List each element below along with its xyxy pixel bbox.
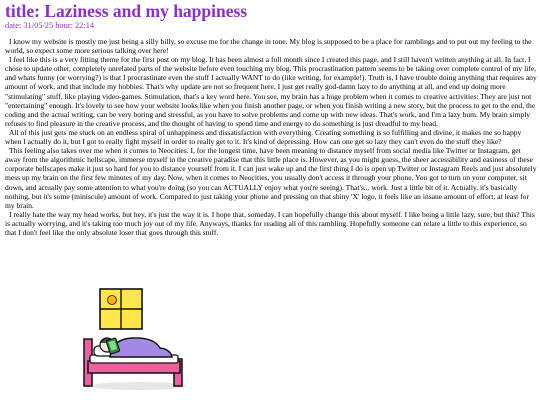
post-paragraph: I feel like this is a very fitting theme for the first post on my blog. It has been almost a full month since I created this page, and I still haven't written anything at all. In fact, I chose to update other, completely unrelated parts of the website before even touching my blog. This procrastination pattern seems to be taking over complete control of my life, and whats funny (or worrying?) is that I procrastinate even the stuff I actually WANT to do (like writing, for example!). Truth is, I have trouble doing anything that requires any amount of work, and that include my hobbies. That's why update are not so frequent here, I just get really god-damn lazy to do anything at all, and end up doing more "stimulating" stuff, like playing video-games. Stimulation, that's a key word here. You see, my brain has a huge problem when it comes to creative activities: They are just not "entertaining" enough. It's lovely to see how your website looks like when you finish another page, or when you finish writing a new story, but the process to get to the end, the coding and the actual writing, can be very boring and stressful, as you have to solve problems and come up with new ideas. That's work, and I'm a lazy bum. My brain simply refuses to find pleasure in the creative process, and the thought of having to spend time and energy to do something is just dreadful to my head. — [5, 55, 537, 128]
window-icon — [100, 289, 142, 329]
post-body — [5, 37, 537, 237]
blog-post — [5, 2, 537, 237]
lazy-in-bed-illustration — [78, 285, 188, 397]
post-title: title: Laziness and my happiness — [5, 1, 248, 21]
floor-shadow — [90, 382, 186, 390]
lazy-in-bed-drawing — [78, 285, 188, 397]
post-paragraph: I know my website is mostly me just being a silly billy, so excuse me for the change in tone. My blog is supposed to be a place for ramblings and to put out my feeling to the world, so expect some more serious talking over here! — [5, 37, 532, 56]
post-paragraph: This feeling also takes over me when it comes to Neocities. I, for the longest time, have been meaning to distance myself from social media like Twitter or Instagram, get away from the algorithmic hellscape, immerse myself in the creative paradise that this little place is. However, as you might guess, the sheer accessibility and easiness of these corporate hellscapes make it just so hard for you to distance yourself from it. I can just wake up and the first thing I do is open up Twitter or Instagram Reels and just absolutely mess up my brain on the first few minutes of my day. Now, when it comes to Neocities, you usually don't access it through your phone. You got to turn on your computer, sit down, and actually pay some attention to what you're doing (so you can ACTUALLY enjoy what you're seeing). That's... work. Just a little bit of it. Actually, it's basically nothing, but it's some (miniscule) amount of work. Compared to just taking your phone and pressing on that shiny 'X' logo, it feels like an insane amount of effort, at least for my brain. — [5, 146, 537, 210]
post-paragraph: I really hate the way my head works, but hey, it's just the way it is. I hope that, someday, I can hopefully change this about myself. I like being a little lazy, sure, but this? This is actually worrying, and it's taking too much joy out of my life. Anyways, thanks for reading all of this rambling. Hopefully someone can relate a little to this experience, so that I don't feel like the only absolute loser that goes through this stuff. — [5, 209, 535, 237]
post-date: date: 31/05/25 hour: 22:14 — [5, 21, 95, 30]
post-paragraph: All of this just gets me stuck on an endless spiral of unhappiness and dissatisfaction with everything. Creating something is so fulfilling and divine, it makes me so happy when I actually do it, but I got to really fight myself in order to really get to it. It's kind of depressing. How can one get so lazy they can't even do the stuff they like? — [5, 127, 522, 147]
